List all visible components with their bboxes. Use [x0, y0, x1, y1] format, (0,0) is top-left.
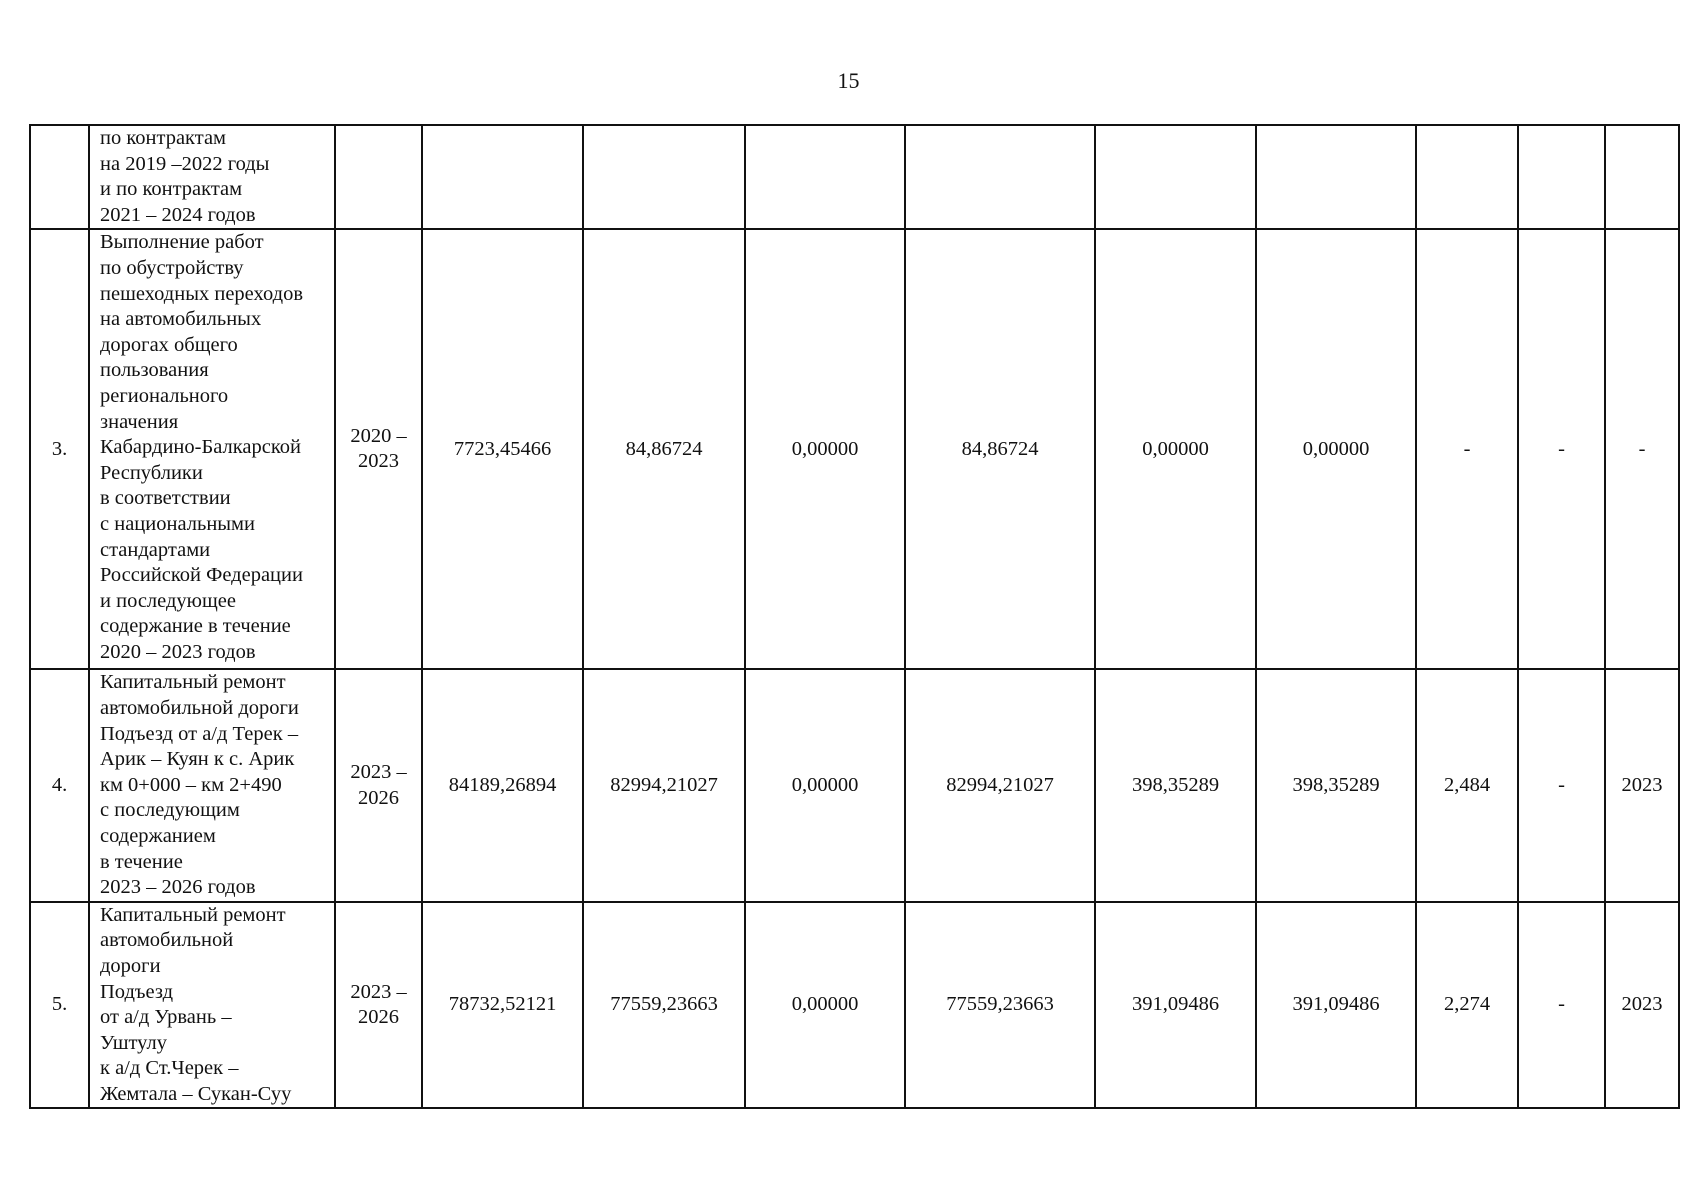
bridges-value: - [1558, 773, 1565, 796]
cost-period-cell [583, 669, 745, 901]
period-cell [335, 229, 422, 669]
completion-year-value: 2023 [1621, 993, 1663, 1016]
work-name-line: автомобильной [100, 929, 234, 952]
period-line: 2026 [358, 786, 399, 809]
length-km-value: 2,484 [1443, 773, 1491, 796]
total-cost-cell [422, 229, 583, 669]
work-name-line: по обустройству [100, 256, 244, 279]
work-name-line: содержанием [100, 824, 216, 847]
federal-budget-cell [745, 125, 905, 229]
total-cost-value: 78732,52121 [448, 993, 557, 1016]
federal-budget-cell [745, 229, 905, 669]
cost-period-cell [583, 229, 745, 669]
length-km-value: 2,274 [1443, 993, 1491, 1016]
work-name-line: Подъезд от а/д Терек – [100, 722, 299, 745]
work-name-line: Подъезд [100, 980, 174, 1003]
regional-budget-value: 77559,23663 [946, 993, 1054, 1016]
work-name-line: на автомобильных [100, 308, 262, 331]
table-row [30, 229, 1679, 669]
federal-budget-value: 0,00000 [791, 773, 859, 796]
work-name-line: в соответствии [100, 487, 231, 510]
table-row [30, 669, 1679, 901]
cost-period-value: 77559,23663 [610, 993, 718, 1016]
work-name-line: км 0+000 – км 2+490 [100, 773, 282, 796]
bridges-cell [1518, 902, 1605, 1109]
cost-period-value: 84,86724 [625, 437, 703, 460]
work-name-line: значения [100, 410, 179, 433]
work-name-line: по контрактам [100, 127, 227, 149]
bridges-cell [1518, 125, 1605, 229]
regional-budget-cell [905, 125, 1095, 229]
table-row [30, 125, 1679, 229]
work-name-line: в течение [100, 850, 183, 873]
cost-period-cell [583, 902, 745, 1109]
work-name-cell [89, 669, 335, 901]
cost-2023-regional-cell [1256, 229, 1416, 669]
cost-2023-cell [1095, 902, 1256, 1109]
work-name-line: Капитальный ремонт [100, 903, 286, 926]
table-row [30, 902, 1679, 1109]
cost-2023-value: 0,00000 [1142, 437, 1209, 460]
completion-year-value: 2023 [1621, 773, 1663, 796]
total-cost-value: 7723,45466 [453, 437, 552, 460]
cost-2023-regional-cell [1256, 125, 1416, 229]
total-cost-value: 84189,26894 [448, 773, 557, 796]
period-cell [335, 669, 422, 901]
regional-budget-cell [905, 902, 1095, 1109]
completion-year-cell [1605, 669, 1679, 901]
cost-2023-regional-cell [1256, 669, 1416, 901]
work-name-line: пешеходных переходов [100, 282, 303, 305]
regional-budget-cell [905, 229, 1095, 669]
work-name-line: Арик – Куян к с. Арик [100, 748, 295, 771]
length-km-value: - [1463, 437, 1471, 460]
cost-2023-regional-value: 398,35289 [1292, 773, 1380, 796]
cost-2023-cell [1095, 125, 1256, 229]
row-number-cell [30, 902, 89, 1109]
bridges-value: - [1558, 437, 1565, 460]
work-name-line: к а/д Ст.Черек – [100, 1057, 239, 1080]
work-name-cell [89, 902, 335, 1109]
work-name-line: пользования [100, 359, 209, 382]
work-name-line: Выполнение работ [100, 231, 264, 254]
completion-year-value: - [1638, 437, 1646, 460]
federal-budget-cell [745, 669, 905, 901]
work-name-line: автомобильной дороги [100, 696, 299, 719]
row-number: 4. [51, 773, 68, 796]
work-name-line: Кабардино-Балкарской [100, 436, 301, 459]
period-cell [335, 125, 422, 229]
length-km-cell [1416, 125, 1518, 229]
row-number-cell [30, 229, 89, 669]
total-cost-cell [422, 902, 583, 1109]
cost-2023-regional-cell [1256, 902, 1416, 1109]
work-name-line: Российской Федерации [100, 564, 303, 587]
work-name-line: 2021 – 2024 годов [100, 203, 256, 226]
cost-2023-cell [1095, 229, 1256, 669]
row-number-cell [30, 669, 89, 901]
bridges-cell [1518, 229, 1605, 669]
work-name-line: дороги [100, 954, 161, 977]
work-name-line: 2023 – 2026 годов [100, 876, 256, 899]
cost-2023-regional-value: 0,00000 [1302, 437, 1370, 460]
row-number-cell [30, 125, 89, 229]
work-name-line: содержание в течение [100, 615, 291, 638]
completion-year-cell [1605, 902, 1679, 1109]
work-name-line: и по контрактам [100, 178, 243, 201]
total-cost-cell [422, 669, 583, 901]
work-name-line: с национальными [100, 512, 256, 535]
cost-2023-value: 398,35289 [1131, 773, 1220, 796]
regional-budget-value: 84,86724 [961, 437, 1039, 460]
page-number: 15 [837, 68, 860, 93]
period-line: 2023 – [350, 980, 407, 1003]
work-name-line: на 2019 –2022 годы [100, 152, 270, 175]
federal-budget-cell [745, 902, 905, 1109]
cost-period-cell [583, 125, 745, 229]
period-line: 2023 [358, 450, 399, 473]
period-line: 2020 – [350, 424, 407, 447]
period-line: 2026 [358, 1006, 399, 1029]
length-km-cell [1416, 902, 1518, 1109]
completion-year-cell [1605, 229, 1679, 669]
cost-2023-value: 391,09486 [1131, 993, 1220, 1016]
cost-2023-cell [1095, 669, 1256, 901]
work-name-line: Жемтала – Сукан-Суу [100, 1082, 292, 1105]
regional-budget-value: 82994,21027 [946, 773, 1054, 796]
cost-period-value: 82994,21027 [610, 773, 718, 796]
completion-year-cell [1605, 125, 1679, 229]
cost-2023-regional-value: 391,09486 [1292, 993, 1380, 1016]
length-km-cell [1416, 669, 1518, 901]
work-name-line: 2020 – 2023 годов [100, 640, 256, 663]
federal-budget-value: 0,00000 [791, 437, 859, 460]
federal-budget-value: 0,00000 [791, 993, 859, 1016]
length-km-cell [1416, 229, 1518, 669]
row-number: 3. [51, 437, 68, 460]
total-cost-cell [422, 125, 583, 229]
period-line: 2023 – [350, 760, 407, 783]
regional-budget-cell [905, 669, 1095, 901]
work-name-line: дорогах общего [100, 333, 238, 356]
work-name-cell [89, 229, 335, 669]
work-name-line: Уштулу [100, 1031, 168, 1054]
bridges-cell [1518, 669, 1605, 901]
work-name-line: Республики [100, 461, 203, 484]
work-name-cell [89, 125, 335, 229]
period-cell [335, 902, 422, 1109]
row-number: 5. [51, 993, 68, 1016]
work-name-line: с последующим [100, 799, 240, 822]
work-name-line: Капитальный ремонт [100, 671, 286, 694]
works-table [29, 124, 1680, 1109]
work-name-line: от а/д Урвань – [100, 1006, 232, 1029]
bridges-value: - [1558, 993, 1565, 1016]
work-name-line: регионального [100, 384, 229, 407]
work-name-line: и последующее [100, 589, 236, 612]
work-name-line: стандартами [100, 538, 211, 561]
